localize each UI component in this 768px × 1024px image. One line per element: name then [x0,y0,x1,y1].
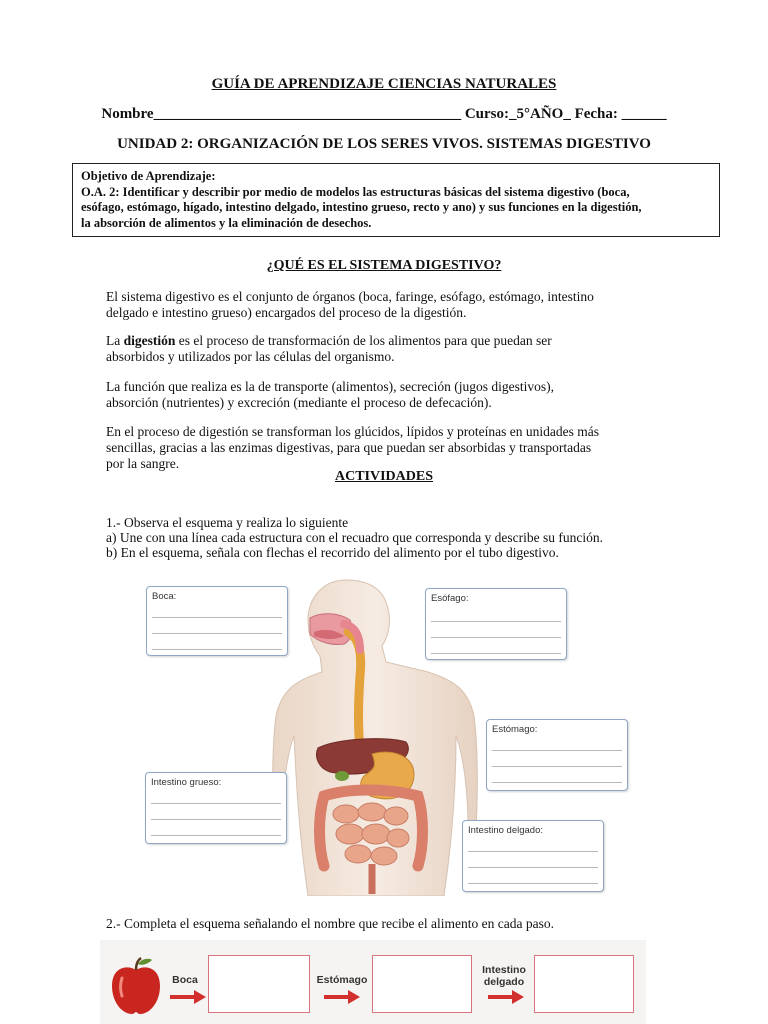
gallbladder [335,771,349,781]
label-box-boca[interactable] [146,586,288,656]
writing-line [151,835,281,836]
arrow-icon [324,990,360,1004]
objective-line: esófago, estómago, hígado, intestino delgado, intestino grueso, recto y ano) y sus funciones en la digestión, [81,200,642,214]
text-span: es el proceso de transformación de los alimentos para que puedan ser [175,333,552,348]
objective-box [72,163,720,237]
paragraph-line: La función que realiza es la de transporte (alimentos), secreción (jugos digestivos), [106,379,554,394]
section-title: ¿QUÉ ES EL SISTEMA DIGESTIVO? [266,258,502,273]
unit-heading: UNIDAD 2: ORGANIZACIÓN DE LOS SERES VIVOS. SISTEMAS DIGESTIVO [117,136,651,152]
paragraph-line: delgado e intestino grueso) encargados del proceso de la digestión. [106,305,467,320]
label-intestino-grueso: Intestino grueso: [151,777,222,788]
label-intestino-delgado: Intestino delgado: [468,825,544,836]
apple-icon [108,956,164,1016]
label-box-esofago[interactable] [425,588,567,660]
blank-answer-box-3[interactable] [534,955,634,1013]
writing-line [152,617,282,618]
label-boca: Boca: [152,591,177,602]
writing-line [151,819,281,820]
writing-line [492,782,622,783]
food-flow-diagram [100,940,646,1024]
activity-1-instructions [106,515,706,560]
objective-line: O.A. 2: Identificar y describir por medio de modelos las estructuras básicas del sistema digestivo (boca, [81,184,630,199]
paragraph-line: El sistema digestivo es el conjunto de órganos (boca, faringe, esófago, estómago, intestino [106,289,594,304]
writing-line [468,883,598,884]
label-box-intestino-grueso[interactable] [145,772,287,844]
flow-label-intestino [476,964,532,988]
label-esofago: Esófago: [431,593,469,604]
activity-2-instruction: 2.- Completa el esquema señalando el nombre que recibe el alimento en cada paso. [106,916,554,931]
objective-line: la absorción de alimentos y la eliminación de desechos. [81,215,372,230]
paragraph-process [106,424,676,472]
label-estomago: Estómago: [492,724,538,735]
writing-line [468,867,598,868]
activities-title: ACTIVIDADES [334,469,434,484]
paragraph-line: absorción (nutrientes) y excreción (mediante el proceso de defecación). [106,395,492,410]
paragraph-function [106,379,676,411]
instruction-line: a) Une con una línea cada estructura con el recuadro que corresponda y describe su función. [106,530,604,545]
writing-line [468,851,598,852]
name-course-date-line[interactable]: Nombre_________________________________________ Curso:_5°AÑO_ Fecha: ______ [101,106,667,122]
writing-line [151,803,281,804]
objective-heading: Objetivo de Aprendizaje: [81,169,216,183]
label-box-estomago[interactable] [486,719,628,791]
writing-line [431,637,561,638]
flow-label-line: Intestino [482,964,526,976]
paragraph-line: por la sangre. [106,456,180,471]
paragraph-line [106,333,676,349]
writing-line [492,750,622,751]
arrow-icon [488,990,524,1004]
label-box-intestino-delgado[interactable] [462,820,604,892]
instruction-line: b) En el esquema, señala con flechas el recorrido del alimento por el tubo digestivo. [106,545,559,560]
flow-label-estomago: Estómago [316,974,368,986]
writing-line [152,649,282,650]
blank-answer-box-2[interactable] [372,955,472,1013]
blank-answer-box-1[interactable] [208,955,310,1013]
instruction-line: 1.- Observa el esquema y realiza lo siguiente [106,515,349,530]
writing-line [431,621,561,622]
paragraph-line: En el proceso de digestión se transforman los glúcidos, lípidos y proteínas en unidades más [106,424,600,439]
writing-line [492,766,622,767]
writing-line [431,653,561,654]
arrow-icon [170,990,206,1004]
paragraph-digestion [106,333,676,365]
flow-label-line: delgado [483,976,525,988]
flow-label-boca: Boca [172,974,198,986]
paragraph-line: sencillas, gracias a las enzimas digestivas, para que puedan ser absorbidas y transportadas [106,440,592,455]
text-span: La [106,333,124,348]
bold-term: digestión [123,333,176,348]
paragraph-line: absorbidos y utilizados por las células del organismo. [106,349,395,364]
document-title: GUÍA DE APRENDIZAJE CIENCIAS NATURALES [211,76,557,92]
paragraph-definition [106,289,676,321]
writing-line [152,633,282,634]
